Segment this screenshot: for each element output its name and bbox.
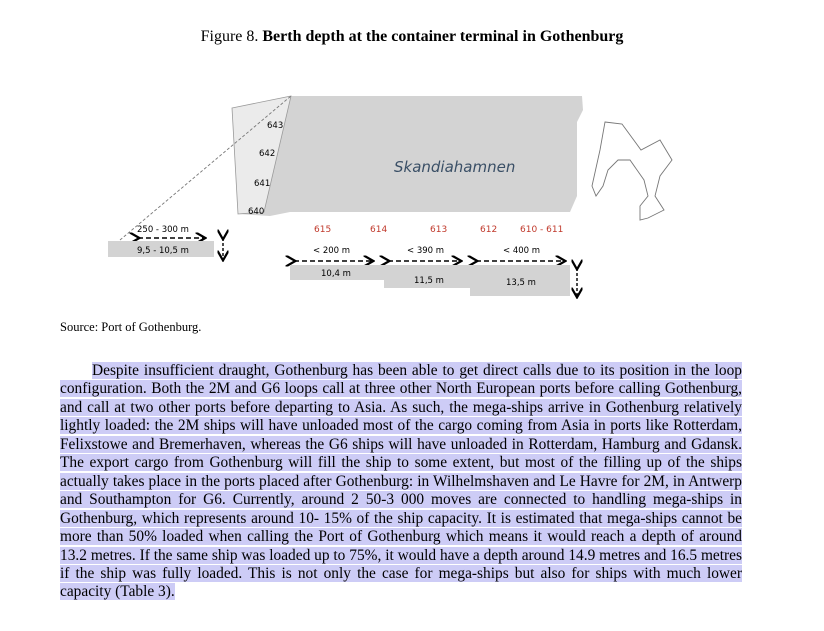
- left-depth-label: 9,5 - 10,5 m: [137, 246, 189, 256]
- harbor-name: Skandiahamnen: [394, 158, 516, 176]
- segment-2-depth: 11,5 m: [414, 276, 444, 286]
- berth-610-611: 610 - 611: [520, 225, 564, 235]
- berth-613: 613: [430, 225, 448, 235]
- left-length-label: 250 - 300 m: [137, 225, 189, 235]
- segment-3-length: < 400 m: [503, 246, 541, 256]
- quay-number-643: 643: [267, 121, 284, 131]
- highlighted-text: Despite insufficient draught, Gothenburg has been able to get direct calls due to its position in the loop configuration. Both the 2M and G6 loops call at three other North European ports before calling Gothenburg, and call at two other ports before departing to Asia. As such, the mega-ships arrive in Gothenburg relatively lightly loaded: the 2M ships will have unloaded most of the cargo coming from Asia in ports like Rotterdam, Felixstowe and Bremerhaven, whereas the G6 ships will have unloaded in Rotterdam, Hamburg and Gdansk. The export cargo from Gothenburg will fill the ship to some extent, but most of the filling up of the ships actually takes place in the ports placed after Gothenburg: in Wilhelmshaven and Le Havre for 2M, in Antwerp and Southampton for G6. Currently, around 2 50-3 000 moves are connected to handling mega-ships in Gothenburg, which represents around 10- 15% of the ship capacity. It is estimated that mega-ships cannot be more than 50% loaded when calling the Port of Gothenburg which means it would reach a depth of around 13.2 metres. If the same ship was loaded up to 75%, it would have a depth around 14.9 metres and 16.5 metres if the ship was fully loaded. This is not only the case for mega-ships but also for ships with much lower capacity (Table 3).: [60, 362, 742, 601]
- body-paragraph: [60, 362, 742, 602]
- coastline-right: [592, 122, 672, 220]
- quay-number-641: 641: [254, 179, 271, 189]
- figure-source: Source: Port of Gothenburg.: [60, 320, 202, 334]
- segment-3-depth: 13,5 m: [506, 278, 536, 288]
- segment-2-length: < 390 m: [407, 246, 445, 256]
- berth-615: 615: [314, 225, 332, 235]
- berth-614: 614: [370, 225, 388, 235]
- segment-1-length: < 200 m: [313, 246, 351, 256]
- figure-caption: Berth depth at the container terminal in Gothenburg: [262, 28, 624, 45]
- quay-number-640: 640: [248, 207, 265, 217]
- quay-number-642: 642: [259, 149, 276, 159]
- segment-1-depth: 10,4 m: [321, 269, 351, 279]
- figure-number: Figure 8.: [200, 28, 259, 45]
- berth-face: [290, 212, 570, 264]
- berth-612: 612: [480, 225, 498, 235]
